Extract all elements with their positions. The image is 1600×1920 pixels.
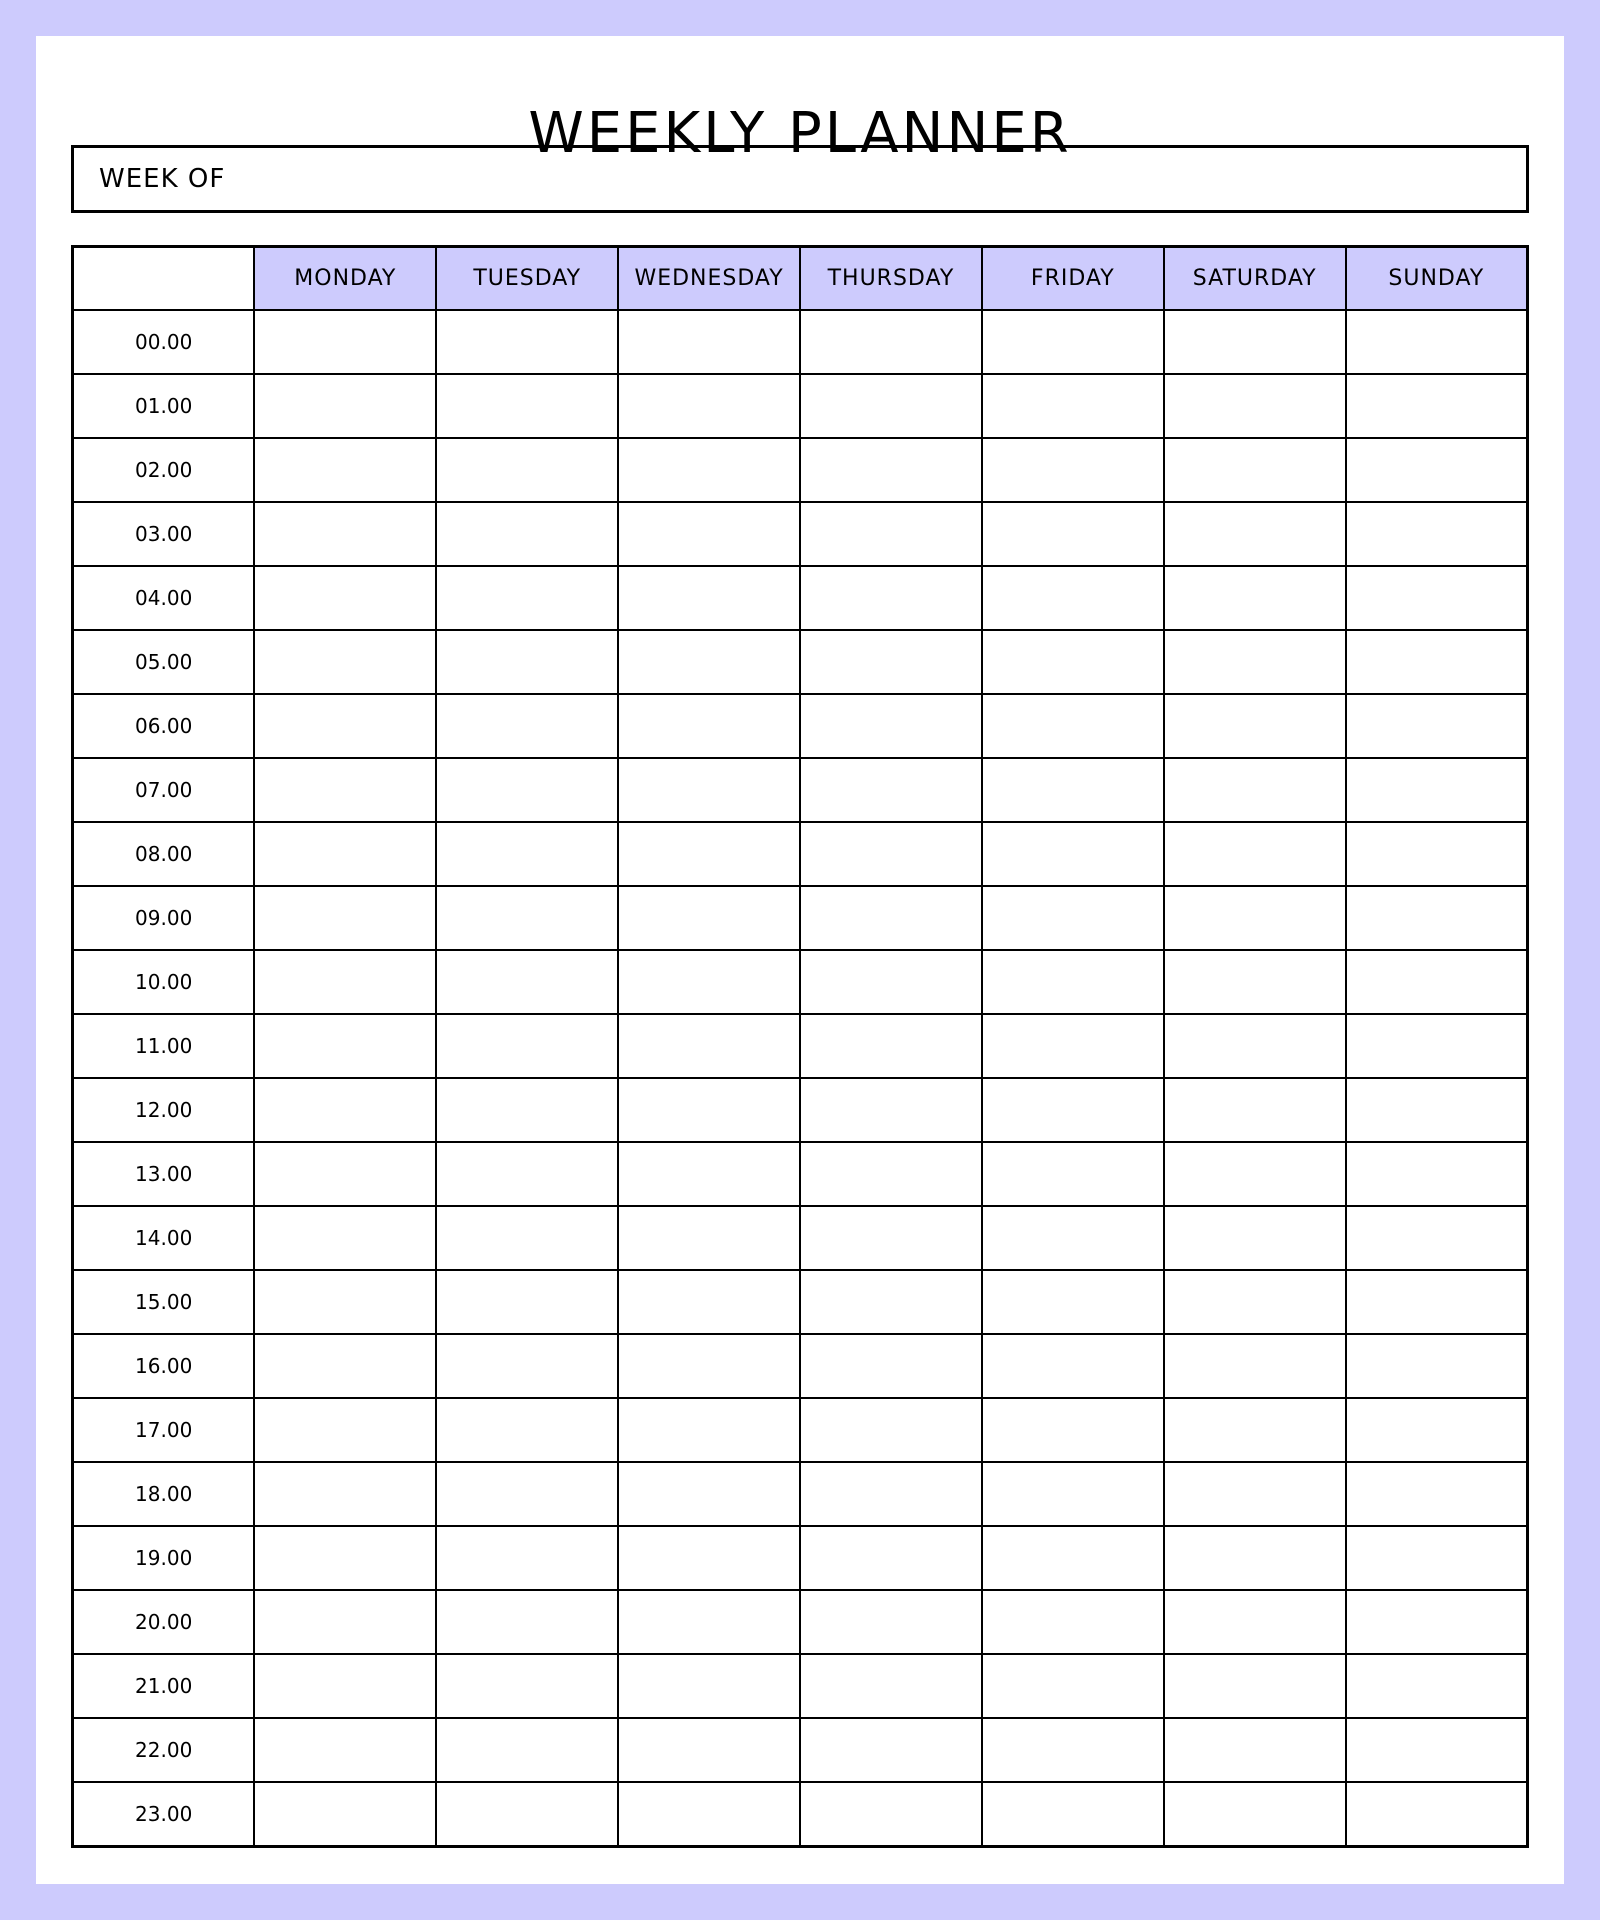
slot-cell-thursday[interactable]	[800, 822, 982, 886]
slot-cell-friday[interactable]	[982, 1718, 1164, 1782]
time-row	[73, 374, 1528, 438]
slot-cell-thursday[interactable]	[800, 1462, 982, 1526]
time-label: 08.00	[73, 822, 255, 886]
time-label: 06.00	[73, 694, 255, 758]
day-header-saturday: SATURDAY	[1164, 247, 1346, 311]
slot-cell-tuesday[interactable]	[436, 886, 618, 950]
slot-cell-thursday[interactable]	[800, 1142, 982, 1206]
slot-cell-tuesday[interactable]	[436, 822, 618, 886]
slot-cell-wednesday[interactable]	[618, 1590, 800, 1654]
slot-cell-monday[interactable]	[254, 1078, 436, 1142]
time-label: 02.00	[73, 438, 255, 502]
slot-cell-saturday[interactable]	[1164, 1526, 1346, 1590]
slot-cell-sunday[interactable]	[1346, 1078, 1528, 1142]
slot-cell-wednesday[interactable]	[618, 822, 800, 886]
slot-cell-thursday[interactable]	[800, 1334, 982, 1398]
slot-cell-wednesday[interactable]	[618, 566, 800, 630]
day-header-monday: MONDAY	[254, 247, 436, 311]
time-row	[73, 1078, 1528, 1142]
time-label: 22.00	[73, 1718, 255, 1782]
slot-cell-wednesday[interactable]	[618, 1782, 800, 1847]
slot-cell-wednesday[interactable]	[618, 1206, 800, 1270]
slot-cell-thursday[interactable]	[800, 1654, 982, 1718]
slot-cell-wednesday[interactable]	[618, 1334, 800, 1398]
slot-cell-saturday[interactable]	[1164, 1142, 1346, 1206]
slot-cell-monday[interactable]	[254, 1014, 436, 1078]
slot-cell-sunday[interactable]	[1346, 566, 1528, 630]
corner-cell	[73, 247, 255, 311]
slot-cell-monday[interactable]	[254, 1142, 436, 1206]
slot-cell-friday[interactable]	[982, 694, 1164, 758]
slot-cell-thursday[interactable]	[800, 566, 982, 630]
slot-cell-friday[interactable]	[982, 758, 1164, 822]
slot-cell-thursday[interactable]	[800, 886, 982, 950]
slot-cell-tuesday[interactable]	[436, 1590, 618, 1654]
slot-cell-wednesday[interactable]	[618, 1462, 800, 1526]
slot-cell-friday[interactable]	[982, 1462, 1164, 1526]
slot-cell-sunday[interactable]	[1346, 822, 1528, 886]
time-label: 18.00	[73, 1462, 255, 1526]
slot-cell-monday[interactable]	[254, 758, 436, 822]
slot-cell-friday[interactable]	[982, 1206, 1164, 1270]
slot-cell-saturday[interactable]	[1164, 1014, 1346, 1078]
time-label: 01.00	[73, 374, 255, 438]
slot-cell-monday[interactable]	[254, 374, 436, 438]
time-row	[73, 310, 1528, 374]
slot-cell-wednesday[interactable]	[618, 758, 800, 822]
time-label: 20.00	[73, 1590, 255, 1654]
slot-cell-sunday[interactable]	[1346, 1590, 1528, 1654]
slot-cell-thursday[interactable]	[800, 1398, 982, 1462]
time-row	[73, 1270, 1528, 1334]
time-label: 21.00	[73, 1654, 255, 1718]
time-row	[73, 694, 1528, 758]
slot-cell-friday[interactable]	[982, 886, 1164, 950]
slot-cell-tuesday[interactable]	[436, 758, 618, 822]
time-row	[73, 1142, 1528, 1206]
slot-cell-saturday[interactable]	[1164, 950, 1346, 1014]
week-of-label: WEEK OF	[99, 164, 226, 194]
day-header-wednesday: WEDNESDAY	[618, 247, 800, 311]
slot-cell-wednesday[interactable]	[618, 1142, 800, 1206]
slot-cell-wednesday[interactable]	[618, 1526, 800, 1590]
time-label: 00.00	[73, 310, 255, 374]
slot-cell-tuesday[interactable]	[436, 1078, 618, 1142]
slot-cell-saturday[interactable]	[1164, 374, 1346, 438]
slot-cell-monday[interactable]	[254, 1718, 436, 1782]
slot-cell-wednesday[interactable]	[618, 1078, 800, 1142]
slot-cell-sunday[interactable]	[1346, 1462, 1528, 1526]
slot-cell-sunday[interactable]	[1346, 1014, 1528, 1078]
slot-cell-friday[interactable]	[982, 1590, 1164, 1654]
slot-cell-saturday[interactable]	[1164, 694, 1346, 758]
slot-cell-sunday[interactable]	[1346, 1718, 1528, 1782]
slot-cell-wednesday[interactable]	[618, 1718, 800, 1782]
slot-cell-saturday[interactable]	[1164, 630, 1346, 694]
time-label: 10.00	[73, 950, 255, 1014]
time-label: 07.00	[73, 758, 255, 822]
slot-cell-monday[interactable]	[254, 950, 436, 1014]
time-label: 23.00	[73, 1782, 255, 1847]
time-label: 17.00	[73, 1398, 255, 1462]
slot-cell-tuesday[interactable]	[436, 566, 618, 630]
time-row	[73, 630, 1528, 694]
time-label: 11.00	[73, 1014, 255, 1078]
slot-cell-saturday[interactable]	[1164, 1654, 1346, 1718]
slot-cell-friday[interactable]	[982, 1142, 1164, 1206]
slot-cell-wednesday[interactable]	[618, 502, 800, 566]
time-row	[73, 566, 1528, 630]
time-row	[73, 1398, 1528, 1462]
slot-cell-thursday[interactable]	[800, 502, 982, 566]
time-row	[73, 886, 1528, 950]
time-row	[73, 1206, 1528, 1270]
day-header-row	[73, 247, 1528, 311]
slot-cell-monday[interactable]	[254, 630, 436, 694]
slot-cell-tuesday[interactable]	[436, 1462, 618, 1526]
slot-cell-tuesday[interactable]	[436, 1718, 618, 1782]
time-row	[73, 1462, 1528, 1526]
slot-cell-thursday[interactable]	[800, 1590, 982, 1654]
slot-cell-wednesday[interactable]	[618, 1270, 800, 1334]
slot-cell-friday[interactable]	[982, 1782, 1164, 1847]
slot-cell-sunday[interactable]	[1346, 758, 1528, 822]
slot-cell-saturday[interactable]	[1164, 886, 1346, 950]
slot-cell-tuesday[interactable]	[436, 1206, 618, 1270]
slot-cell-friday[interactable]	[982, 438, 1164, 502]
time-row	[73, 1334, 1528, 1398]
slot-cell-sunday[interactable]	[1346, 1398, 1528, 1462]
slot-cell-wednesday[interactable]	[618, 886, 800, 950]
time-row	[73, 438, 1528, 502]
time-label: 05.00	[73, 630, 255, 694]
slot-cell-monday[interactable]	[254, 438, 436, 502]
planner-grid	[71, 245, 1529, 1848]
time-row	[73, 950, 1528, 1014]
time-label: 12.00	[73, 1078, 255, 1142]
time-label: 14.00	[73, 1206, 255, 1270]
slot-cell-tuesday[interactable]	[436, 1334, 618, 1398]
slot-cell-thursday[interactable]	[800, 1206, 982, 1270]
slot-cell-monday[interactable]	[254, 1782, 436, 1847]
day-header-thursday: THURSDAY	[800, 247, 982, 311]
slot-cell-wednesday[interactable]	[618, 310, 800, 374]
slot-cell-tuesday[interactable]	[436, 1526, 618, 1590]
slot-cell-saturday[interactable]	[1164, 438, 1346, 502]
slot-cell-tuesday[interactable]	[436, 694, 618, 758]
slot-cell-saturday[interactable]	[1164, 1206, 1346, 1270]
slot-cell-monday[interactable]	[254, 822, 436, 886]
slot-cell-thursday[interactable]	[800, 1782, 982, 1847]
slot-cell-tuesday[interactable]	[436, 374, 618, 438]
slot-cell-sunday[interactable]	[1346, 1526, 1528, 1590]
slot-cell-sunday[interactable]	[1346, 1270, 1528, 1334]
slot-cell-thursday[interactable]	[800, 1718, 982, 1782]
slot-cell-saturday[interactable]	[1164, 822, 1346, 886]
slot-cell-sunday[interactable]	[1346, 310, 1528, 374]
slot-cell-saturday[interactable]	[1164, 1334, 1346, 1398]
slot-cell-tuesday[interactable]	[436, 438, 618, 502]
slot-cell-saturday[interactable]	[1164, 1718, 1346, 1782]
slot-cell-tuesday[interactable]	[436, 950, 618, 1014]
slot-cell-monday[interactable]	[254, 886, 436, 950]
slot-cell-saturday[interactable]	[1164, 1398, 1346, 1462]
slot-cell-sunday[interactable]	[1346, 694, 1528, 758]
slot-cell-tuesday[interactable]	[436, 630, 618, 694]
time-row	[73, 1654, 1528, 1718]
slot-cell-tuesday[interactable]	[436, 1398, 618, 1462]
slot-cell-sunday[interactable]	[1346, 1334, 1528, 1398]
slot-cell-tuesday[interactable]	[436, 1270, 618, 1334]
slot-cell-monday[interactable]	[254, 1462, 436, 1526]
time-row	[73, 758, 1528, 822]
week-of-field[interactable]	[71, 145, 1529, 213]
time-row	[73, 1590, 1528, 1654]
planner-sheet	[36, 36, 1564, 1884]
slot-cell-wednesday[interactable]	[618, 438, 800, 502]
slot-cell-sunday[interactable]	[1346, 1782, 1528, 1847]
slot-cell-wednesday[interactable]	[618, 630, 800, 694]
slot-cell-wednesday[interactable]	[618, 694, 800, 758]
slot-cell-wednesday[interactable]	[618, 374, 800, 438]
slot-cell-thursday[interactable]	[800, 1014, 982, 1078]
slot-cell-wednesday[interactable]	[618, 950, 800, 1014]
slot-cell-saturday[interactable]	[1164, 1270, 1346, 1334]
time-row	[73, 1782, 1528, 1847]
slot-cell-monday[interactable]	[254, 1334, 436, 1398]
slot-cell-wednesday[interactable]	[618, 1398, 800, 1462]
slot-cell-thursday[interactable]	[800, 438, 982, 502]
time-label: 16.00	[73, 1334, 255, 1398]
slot-cell-wednesday[interactable]	[618, 1014, 800, 1078]
slot-cell-wednesday[interactable]	[618, 1654, 800, 1718]
slot-cell-saturday[interactable]	[1164, 502, 1346, 566]
slot-cell-friday[interactable]	[982, 1398, 1164, 1462]
slot-cell-tuesday[interactable]	[436, 310, 618, 374]
slot-cell-monday[interactable]	[254, 1206, 436, 1270]
slot-cell-monday[interactable]	[254, 694, 436, 758]
slot-cell-friday[interactable]	[982, 1014, 1164, 1078]
slot-cell-friday[interactable]	[982, 1334, 1164, 1398]
time-row	[73, 1718, 1528, 1782]
slot-cell-friday[interactable]	[982, 950, 1164, 1014]
time-label: 13.00	[73, 1142, 255, 1206]
time-row	[73, 822, 1528, 886]
slot-cell-tuesday[interactable]	[436, 502, 618, 566]
slot-cell-thursday[interactable]	[800, 374, 982, 438]
day-header-tuesday: TUESDAY	[436, 247, 618, 311]
slot-cell-friday[interactable]	[982, 1654, 1164, 1718]
slot-cell-sunday[interactable]	[1346, 886, 1528, 950]
slot-cell-sunday[interactable]	[1346, 502, 1528, 566]
slot-cell-saturday[interactable]	[1164, 1782, 1346, 1847]
slot-cell-saturday[interactable]	[1164, 1590, 1346, 1654]
slot-cell-sunday[interactable]	[1346, 374, 1528, 438]
slot-cell-sunday[interactable]	[1346, 438, 1528, 502]
slot-cell-sunday[interactable]	[1346, 1206, 1528, 1270]
slot-cell-tuesday[interactable]	[436, 1142, 618, 1206]
time-row	[73, 502, 1528, 566]
slot-cell-thursday[interactable]	[800, 630, 982, 694]
slot-cell-friday[interactable]	[982, 1526, 1164, 1590]
time-label: 09.00	[73, 886, 255, 950]
slot-cell-thursday[interactable]	[800, 1270, 982, 1334]
slot-cell-tuesday[interactable]	[436, 1782, 618, 1847]
time-row	[73, 1014, 1528, 1078]
slot-cell-thursday[interactable]	[800, 950, 982, 1014]
slot-cell-monday[interactable]	[254, 566, 436, 630]
slot-cell-friday[interactable]	[982, 822, 1164, 886]
slot-cell-saturday[interactable]	[1164, 1078, 1346, 1142]
slot-cell-thursday[interactable]	[800, 1078, 982, 1142]
slot-cell-tuesday[interactable]	[436, 1654, 618, 1718]
slot-cell-tuesday[interactable]	[436, 1014, 618, 1078]
slot-cell-monday[interactable]	[254, 1590, 436, 1654]
slot-cell-sunday[interactable]	[1346, 1142, 1528, 1206]
slot-cell-saturday[interactable]	[1164, 566, 1346, 630]
slot-cell-sunday[interactable]	[1346, 630, 1528, 694]
day-header-sunday: SUNDAY	[1346, 247, 1528, 311]
slot-cell-monday[interactable]	[254, 1398, 436, 1462]
page-title: WEEKLY PLANNER	[528, 101, 1072, 166]
slot-cell-saturday[interactable]	[1164, 758, 1346, 822]
slot-cell-friday[interactable]	[982, 502, 1164, 566]
slot-cell-monday[interactable]	[254, 1270, 436, 1334]
slot-cell-monday[interactable]	[254, 310, 436, 374]
slot-cell-sunday[interactable]	[1346, 950, 1528, 1014]
slot-cell-saturday[interactable]	[1164, 310, 1346, 374]
time-row	[73, 1526, 1528, 1590]
slot-cell-thursday[interactable]	[800, 758, 982, 822]
slot-cell-thursday[interactable]	[800, 1526, 982, 1590]
slot-cell-monday[interactable]	[254, 502, 436, 566]
slot-cell-sunday[interactable]	[1346, 1654, 1528, 1718]
slot-cell-monday[interactable]	[254, 1654, 436, 1718]
slot-cell-monday[interactable]	[254, 1526, 436, 1590]
time-label: 15.00	[73, 1270, 255, 1334]
time-label: 04.00	[73, 566, 255, 630]
slot-cell-thursday[interactable]	[800, 310, 982, 374]
slot-cell-friday[interactable]	[982, 630, 1164, 694]
slot-cell-saturday[interactable]	[1164, 1462, 1346, 1526]
time-label: 03.00	[73, 502, 255, 566]
time-label: 19.00	[73, 1526, 255, 1590]
time-slots	[73, 310, 1528, 1847]
slot-cell-friday[interactable]	[982, 1078, 1164, 1142]
slot-cell-friday[interactable]	[982, 566, 1164, 630]
slot-cell-thursday[interactable]	[800, 694, 982, 758]
slot-cell-friday[interactable]	[982, 1270, 1164, 1334]
day-header-friday: FRIDAY	[982, 247, 1164, 311]
slot-cell-friday[interactable]	[982, 374, 1164, 438]
slot-cell-friday[interactable]	[982, 310, 1164, 374]
